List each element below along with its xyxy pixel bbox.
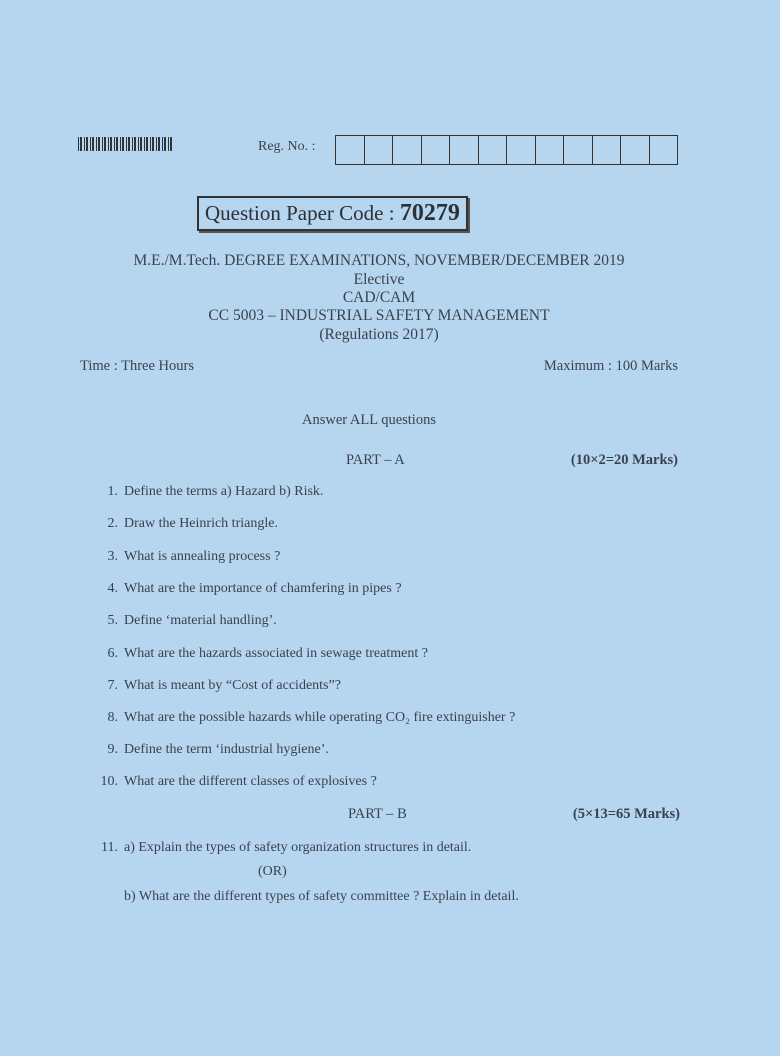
question-paper-code — [197, 196, 468, 231]
time: Time : Three Hours — [80, 358, 194, 374]
reg-no-label: Reg. No. : — [258, 139, 316, 154]
question: 9. Define the term ‘industrial hygiene’. — [107, 742, 329, 757]
exam-type: Elective — [353, 271, 405, 288]
reg-no-boxes[interactable] — [335, 135, 678, 165]
barcode — [78, 137, 174, 151]
question: 4. What are the importance of chamfering in pipes ? — [107, 581, 402, 596]
branch: CAD/CAM — [342, 289, 416, 306]
question-11b: b) What are the different types of safety committee ? Explain in detail. — [124, 889, 519, 904]
question: 5. Define ‘material handling’. — [107, 613, 277, 628]
part-a-title: PART – A — [346, 452, 405, 468]
exam-title: M.E./M.Tech. DEGREE EXAMINATIONS, NOVEMBER/DECEMBER 2019 — [133, 252, 625, 269]
part-a-marks: (10×2=20 Marks) — [570, 452, 678, 468]
question: 7. What is meant by “Cost of accidents”? — [107, 678, 341, 693]
question-11a: 11. a) Explain the types of safety organization structures in detail. — [101, 840, 472, 855]
or-label: (OR) — [258, 864, 287, 879]
question: 10. What are the different classes of explosives ? — [100, 774, 377, 789]
regulations: (Regulations 2017) — [319, 326, 439, 343]
instruction: Answer ALL questions — [302, 412, 436, 428]
code-label: Question Paper Code : — [205, 201, 395, 225]
question: 6. What are the hazards associated in sewage treatment ? — [107, 646, 428, 661]
question: 2. Draw the Heinrich triangle. — [107, 516, 278, 531]
code-value: 70279 — [399, 200, 460, 226]
question: 3. What is annealing process ? — [107, 549, 281, 564]
max-marks: Maximum : 100 Marks — [543, 358, 678, 374]
question: 8. What are the possible hazards while operating CO₂ fire extinguisher ? — [107, 710, 516, 725]
part-b-marks: (5×13=65 Marks) — [572, 806, 680, 822]
part-b-title: PART – B — [348, 806, 407, 822]
subject: CC 5003 – INDUSTRIAL SAFETY MANAGEMENT — [208, 307, 550, 324]
question: 1. Define the terms a) Hazard b) Risk. — [107, 484, 324, 499]
